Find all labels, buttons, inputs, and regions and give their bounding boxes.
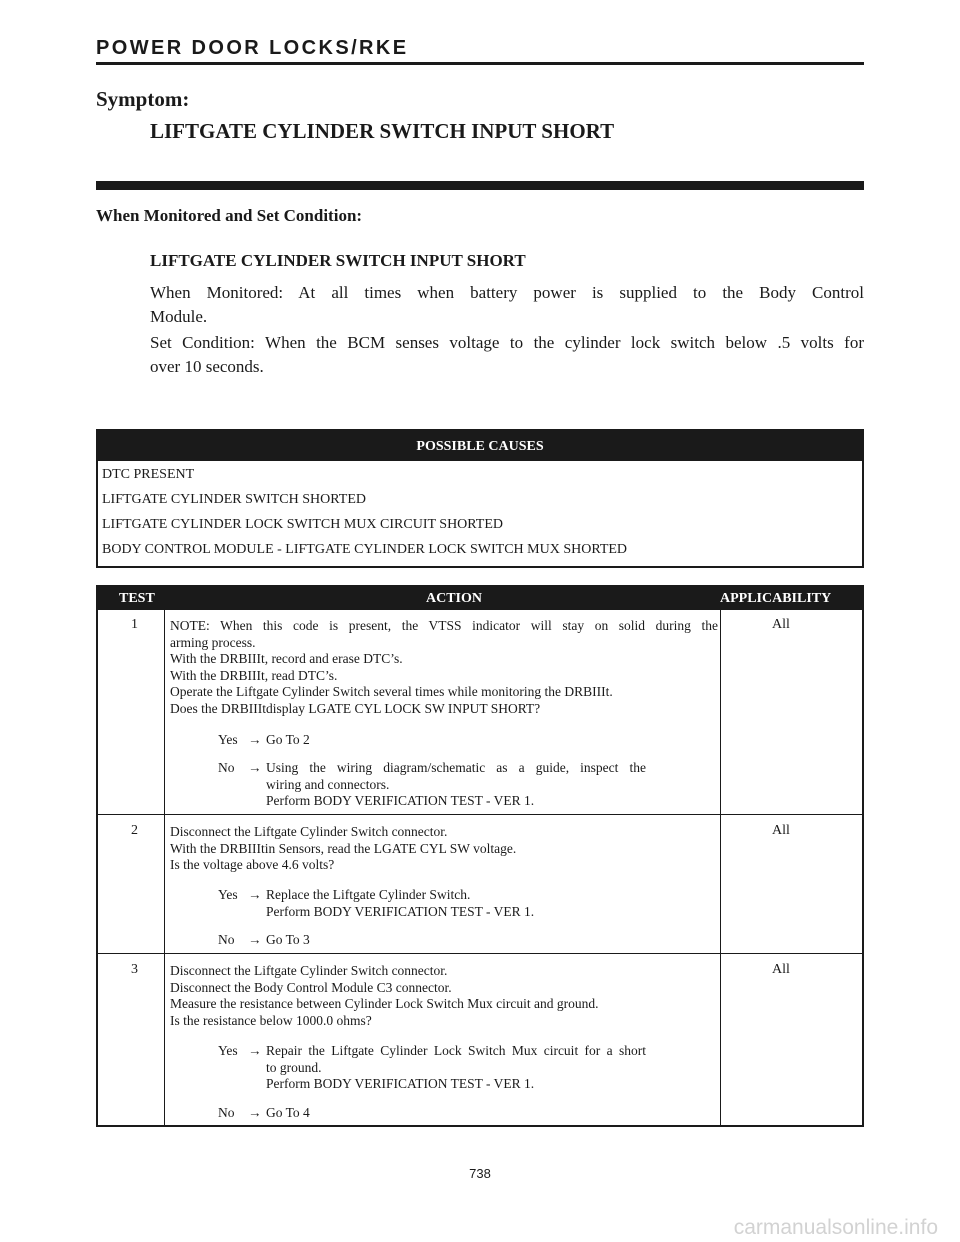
test-applicability: All (772, 962, 790, 977)
arrow-right-icon: → (248, 732, 262, 747)
column-header-applicability: APPLICABILITY (720, 591, 832, 606)
answer-line: Repair the Liftgate Cylinder Lock Switch Mux circuit for a short (266, 1043, 646, 1058)
arrow-right-icon: → (248, 1105, 262, 1120)
test-number: 2 (131, 823, 138, 838)
action-line: With the DRBIIIt, record and erase DTC’s. (170, 651, 403, 666)
answer-yes-label: Yes (218, 1043, 238, 1058)
test-applicability: All (772, 617, 790, 632)
cause-item: LIFTGATE CYLINDER LOCK SWITCH MUX CIRCUIT SHORTED (102, 517, 504, 532)
set-condition-line-1: Set Condition: When the BCM senses voltage to the cylinder lock switch below .5 volts for (150, 333, 864, 352)
action-line: Is the voltage above 4.6 volts? (170, 857, 335, 872)
test-number: 3 (131, 962, 138, 977)
column-header-action: ACTION (426, 591, 483, 606)
set-condition-text (150, 331, 864, 379)
answer-yes-text (266, 1043, 646, 1093)
test-action-table (96, 585, 864, 1127)
row-divider (98, 953, 862, 954)
when-monitored-line-1: When Monitored: At all times when battery power is supplied to the Body Control (150, 283, 864, 302)
page-number: 738 (469, 1166, 491, 1181)
action-line: With the DRBIIIt, read DTC’s. (170, 667, 338, 683)
symptom-title: LIFTGATE CYLINDER SWITCH INPUT SHORT (150, 119, 615, 143)
cause-item: BODY CONTROL MODULE - LIFTGATE CYLINDER LOCK SWITCH MUX SHORTED (102, 542, 628, 557)
possible-causes-table (96, 429, 864, 568)
monitored-code-title: LIFTGATE CYLINDER SWITCH INPUT SHORT (150, 251, 526, 270)
answer-line: Perform BODY VERIFICATION TEST - VER 1. (266, 1076, 535, 1091)
arrow-right-icon: → (248, 1043, 262, 1058)
watermark[interactable]: carmanualsonline.info (733, 1216, 938, 1239)
header-rule (96, 62, 864, 65)
column-divider (720, 610, 721, 1125)
answer-yes-text (266, 732, 646, 749)
answer-line: Perform BODY VERIFICATION TEST - VER 1. (266, 793, 535, 808)
action-line: NOTE: When this code is present, the VTSS indicator will stay on solid during the (170, 618, 718, 633)
test-action-text (170, 824, 718, 874)
action-line: Operate the Liftgate Cylinder Switch several times while monitoring the DRBIIIt. (170, 684, 613, 699)
test-action-text (170, 618, 718, 717)
answer-line: Go To 2 (266, 732, 310, 747)
column-divider (164, 610, 165, 1125)
answer-no-text (266, 932, 646, 949)
answer-line: Go To 3 (266, 932, 310, 947)
answer-no-label: No (218, 1105, 235, 1120)
when-monitored-line-2: Module. (150, 307, 208, 326)
answer-line: Replace the Liftgate Cylinder Switch. (266, 887, 471, 902)
action-line: arming process. (170, 634, 256, 650)
column-header-test: TEST (119, 591, 155, 606)
arrow-right-icon: → (248, 887, 262, 902)
test-applicability: All (772, 823, 790, 838)
arrow-right-icon: → (248, 932, 262, 947)
symptom-label: Symptom: (96, 87, 190, 111)
answer-yes-text (266, 887, 646, 920)
page-section-title: POWER DOOR LOCKS/RKE (96, 37, 409, 59)
answer-yes-label: Yes (218, 732, 238, 747)
answer-no-label: No (218, 932, 235, 947)
arrow-right-icon: → (248, 760, 262, 775)
answer-no-label: No (218, 760, 235, 775)
action-line: Disconnect the Liftgate Cylinder Switch connector. (170, 963, 448, 978)
action-line: Does the DRBIIItdisplay LGATE CYL LOCK SW INPUT SHORT? (170, 700, 541, 716)
cause-item: LIFTGATE CYLINDER SWITCH SHORTED (102, 492, 366, 507)
answer-no-text (266, 760, 646, 810)
cause-item: DTC PRESENT (98, 460, 862, 486)
when-monitored-text (150, 281, 864, 329)
action-line: Disconnect the Body Control Module C3 connector. (170, 979, 452, 995)
row-divider (98, 814, 862, 815)
possible-causes-heading: POSSIBLE CAUSES (98, 431, 862, 460)
answer-line: Perform BODY VERIFICATION TEST - VER 1. (266, 903, 535, 919)
action-line: Disconnect the Liftgate Cylinder Switch connector. (170, 824, 448, 839)
when-monitored-heading: When Monitored and Set Condition: (96, 206, 363, 225)
answer-line: to ground. (266, 1059, 322, 1075)
test-action-text (170, 963, 718, 1029)
action-line: Measure the resistance between Cylinder Lock Switch Mux circuit and ground. (170, 996, 599, 1011)
symptom-rule (96, 181, 864, 190)
action-line: With the DRBIIItin Sensors, read the LGATE CYL SW voltage. (170, 840, 517, 856)
test-number: 1 (131, 617, 138, 632)
answer-line: Go To 4 (266, 1105, 310, 1120)
answer-yes-label: Yes (218, 887, 238, 902)
answer-line: Using the wiring diagram/schematic as a guide, inspect the (266, 760, 646, 775)
action-line: Is the resistance below 1000.0 ohms? (170, 1012, 372, 1028)
answer-no-text (266, 1105, 646, 1122)
answer-line: wiring and connectors. (266, 776, 390, 792)
test-table-header (98, 587, 862, 610)
set-condition-line-2: over 10 seconds. (150, 357, 264, 376)
